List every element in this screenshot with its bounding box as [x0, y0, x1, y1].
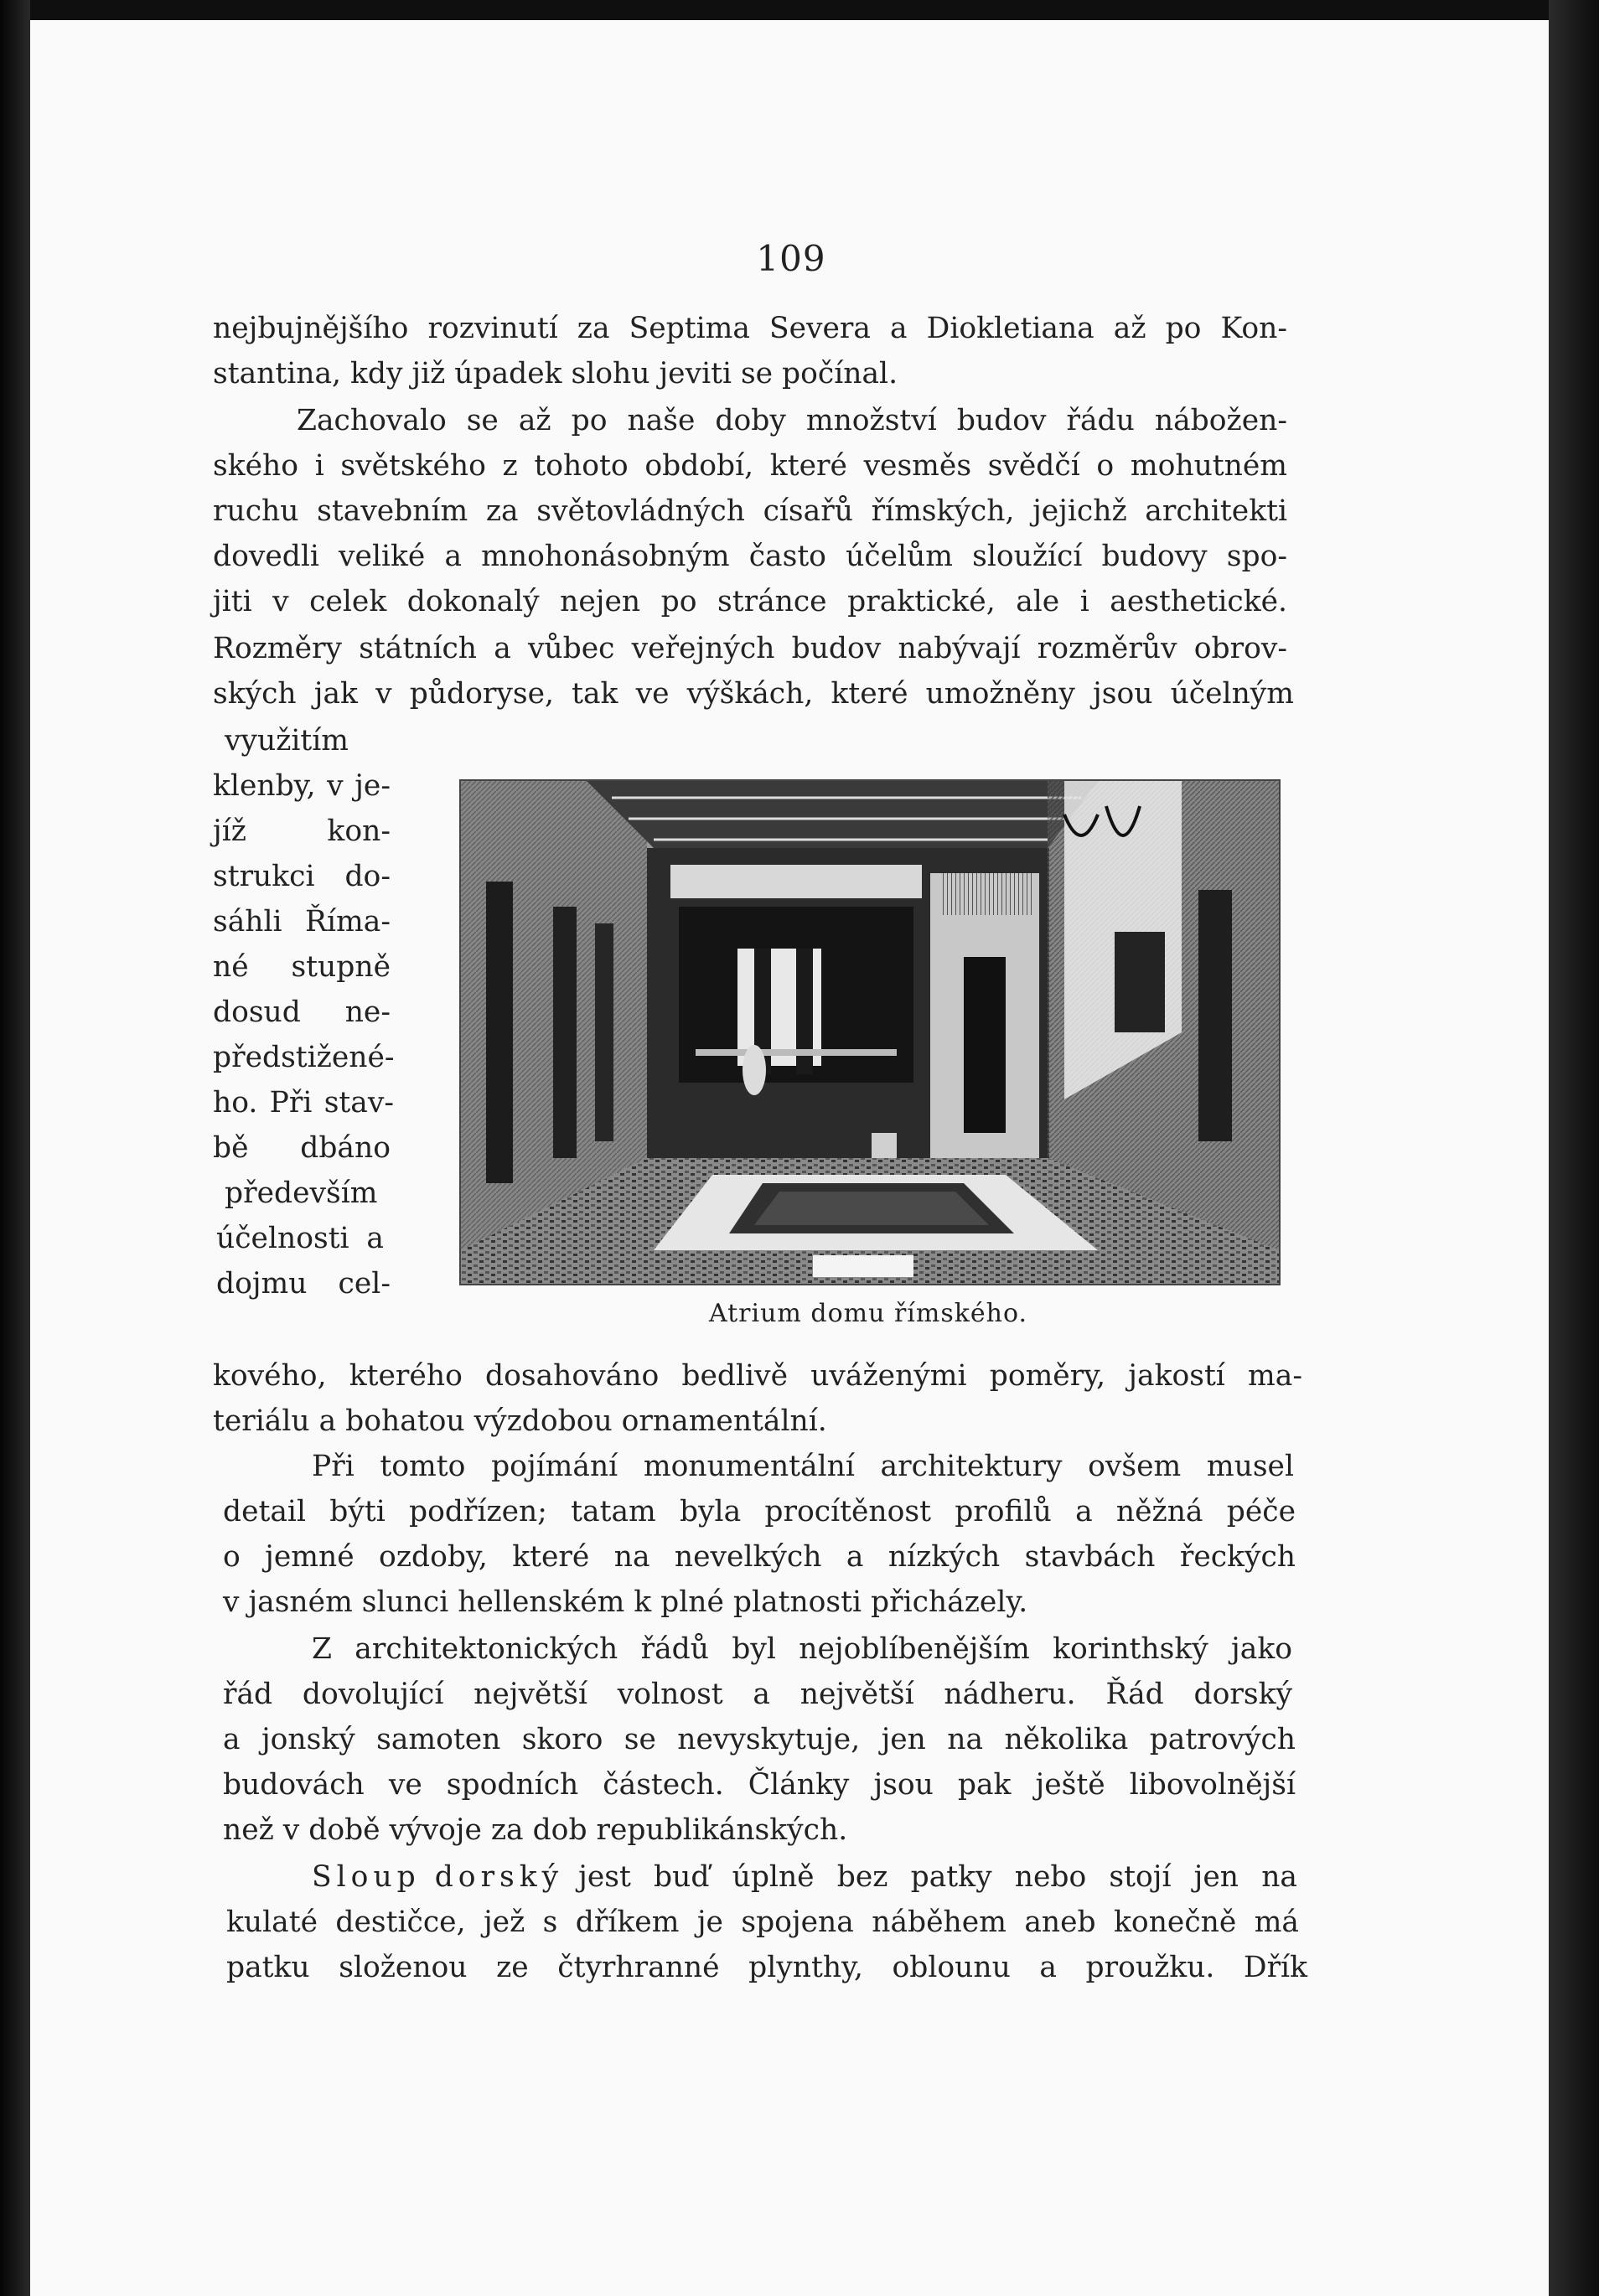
side-text-line: strukci do-	[213, 860, 391, 893]
scan-border-top	[0, 0, 1599, 20]
text-line: Z architektonických řádů byl nejoblíbenějším korinthský jako	[312, 1632, 1292, 1666]
text-line: stantina, kdy již úpadek slohu jeviti se počínal.	[213, 357, 898, 390]
text-line-rest: jest buď úplně bez patky nebo stojí jen na	[578, 1860, 1297, 1894]
text-line: a jonský samoten skoro se nevyskytuje, jen na několika patrových	[223, 1723, 1296, 1756]
scan-border-right	[1549, 0, 1599, 2296]
side-text-line: jíž kon-	[213, 814, 391, 848]
text-line: ského i světského z tohoto období, které vesměs svědčí o mohutném	[213, 449, 1287, 483]
text-line: kového, kterého dosahováno bedlivě uváženými poměry, jakostí ma-	[213, 1359, 1302, 1393]
text-line: jiti v celek dokonalý nejen po stránce praktické, ale i aesthetické.	[213, 585, 1287, 618]
text-line: v jasném slunci hellenském k plné platnosti přicházely.	[223, 1585, 1028, 1619]
side-text-line: klenby, v je-	[213, 769, 391, 803]
text-line: ských jak v půdoryse, tak ve výškách, které umožněny jsou účelným	[213, 677, 1294, 711]
text-line: kulaté destičce, jež s dříkem je spojena náběhem aneb konečně má	[226, 1906, 1299, 1939]
text-line: řád dovolující největší volnost a největší nádheru. Řád dorský	[223, 1678, 1292, 1711]
text-line: než v době vývoje za dob republikánských.	[223, 1813, 848, 1847]
text-line	[312, 1859, 1297, 1895]
spaced-term: Sloup dorský	[312, 1860, 564, 1894]
side-text-line: především	[225, 1176, 378, 1210]
text-line: dovedli veliké a mnohonásobným často účelům sloužící budovy spo-	[213, 540, 1287, 573]
text-line: Při tomto pojímání monumentální architektury ovšem musel	[312, 1450, 1294, 1483]
side-text-line: ho. Při stav-	[213, 1086, 394, 1120]
text-line: Zachovalo se až po naše doby množství budov řádu nábožen-	[297, 404, 1287, 437]
text-line: budovách ve spodních částech. Články jsou pak ještě libovolnější	[223, 1768, 1296, 1802]
text-line: detail býti podřízen; tatam byla procítěnost profilů a něžná péče	[223, 1495, 1296, 1528]
side-text-line: předstižené-	[213, 1041, 395, 1074]
book-page	[30, 20, 1549, 2296]
text-line: nejbujnějšího rozvinutí za Septima Severa a Diokletiana až po Kon-	[213, 312, 1287, 345]
side-text-line: dosud ne-	[213, 995, 391, 1029]
side-text-line: využitím	[225, 724, 349, 758]
text-line: o jemné ozdoby, které na nevelkých a nízkých stavbách řeckých	[223, 1540, 1296, 1574]
scan-border-left	[0, 0, 30, 2296]
side-text-line: dojmu cel-	[216, 1267, 391, 1301]
page-number: 109	[756, 238, 826, 279]
figure-caption: Atrium domu římského.	[708, 1299, 1028, 1328]
atrium-engraving	[461, 781, 1279, 1284]
side-text-line: né stupně	[213, 950, 391, 984]
text-line: Rozměry státních a vůbec veřejných budov nabývají rozměrův obrov-	[213, 632, 1287, 665]
atrium-illustration	[459, 779, 1281, 1285]
text-line: patku složenou ze čtyrhranné plynthy, oblounu a proužku. Dřík	[226, 1951, 1307, 1984]
side-text-line: sáhli Říma-	[213, 905, 391, 939]
text-line: ruchu stavebním za světovládných císařů římských, jejichž architekti	[213, 494, 1287, 528]
side-text-line: účelnosti a	[216, 1222, 384, 1255]
side-text-line: bě dbáno	[213, 1131, 391, 1165]
text-line: teriálu a bohatou výzdobou ornamentální.	[213, 1404, 827, 1438]
